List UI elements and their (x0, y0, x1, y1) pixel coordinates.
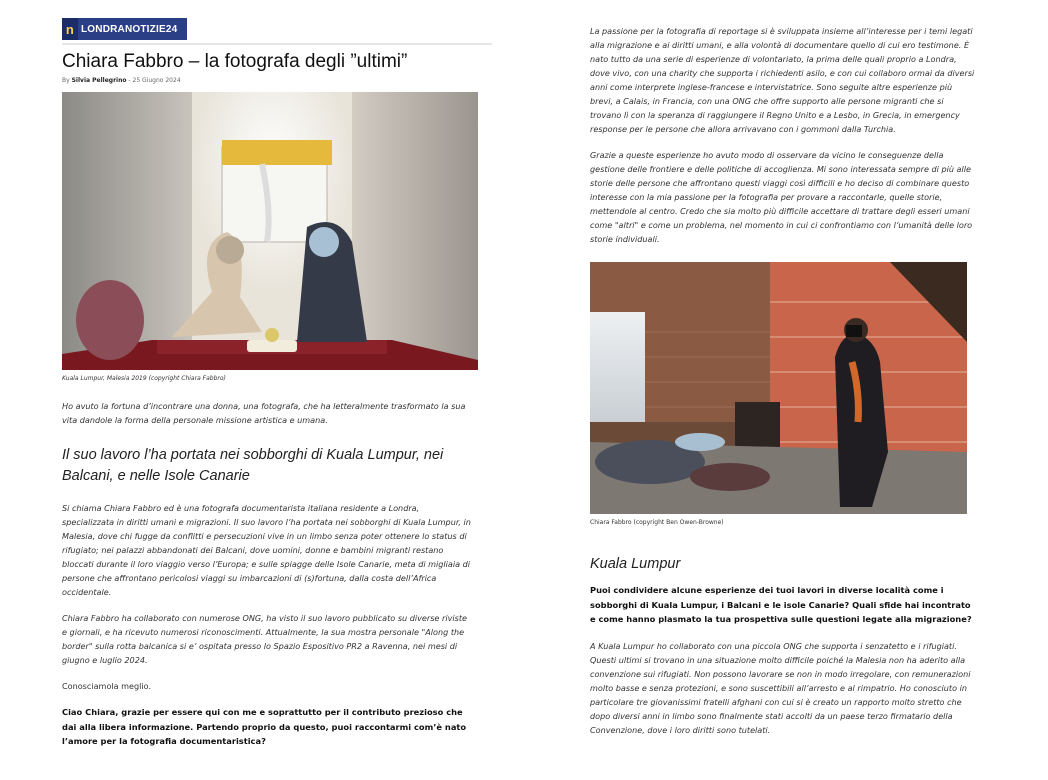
photo-caption: Kuala Lumpur, Malesia 2019 (copyright Chiara Fabbro) (62, 375, 226, 382)
left-column (62, 18, 482, 749)
section-heading: Kuala Lumpur (590, 556, 681, 572)
right-column (590, 24, 975, 737)
logo-text: LONDRANOTIZIE24 (81, 23, 178, 35)
byline-prefix: By (62, 77, 70, 84)
answer-paragraph: La passione per la fotografia di reportage si è sviluppata insieme all’interesse per i temi legati alla migrazione e ai diritti umani, e alla volontà di documentare quello di cui ero testimone. È nato tutto da una serie di esperienze di volontariato, la prima delle quali proprio a Londra, dove vivo, con una charity che supporta i richiedenti asilo, e con cui collaboro ormai da diversi anni come interprete inglese-francese e intervistatrice. Sono seguite altre esperienze più brevi, a Calais, in Francia, con una ONG che offre supporto alle persone migranti che si trovano lì con la speranza di raggiungere il Regno Unito e a Lesbo, in Grecia, in emergency response per le persone che allora arrivavano con i gommoni dalla Turchia. (590, 26, 975, 134)
section-subheading: Il suo lavoro l’ha portata nei sobborghi di Kuala Lumpur, nei Balcani, e nelle Isole Canarie (62, 447, 444, 484)
answer-paragraph: A Kuala Lumpur ho collaborato con una piccola ONG che supporta i senzatetto e i rifugiati. Questi ultimi si trovano in una situazione molto difficile poiché la Malesia non ha aderito alla convenzione sui rifugiati. Non possono lavorare se non in modo irregolare, con remunerazioni molto basse e senza protezioni, e sono suscettibili all’arresto e al rimpatrio. Ho conosciuto in particolare tre giovanissimi fratelli afghani con cui si è creato un rapporto molto stretto che dopo diversi anni in limbo sono finalmente stati accolti da un paese terzo firmatario della Convenzione, dove i loro diritti sono tutelati. (590, 640, 971, 735)
photo-illustration (590, 262, 967, 514)
header-divider (62, 43, 492, 45)
intro-paragraph: Ho avuto la fortuna d’incontrare una donna, una fotografa, che ha letteralmente trasformato la sua vita dandole la forma della personale missione artistica e umana. (62, 401, 466, 425)
interview-question: Puoi condividere alcune esperienze dei tuoi lavori in diverse località come i sobborghi di Kuala Lumpur, i Balcani e le isole Canarie? Quali sfide hai incontrato e come hanno plasmato la tua prospettiva sulle questioni legate alla migrazione? (590, 585, 972, 624)
site-logo[interactable] (62, 18, 187, 40)
byline (62, 77, 482, 84)
photo-caption: Chiara Fabbro (copyright Ben Owen-Browne) (590, 519, 724, 526)
body-paragraph: Conosciamola meglio. (62, 681, 152, 691)
article-title: Chiara Fabbro – la fotografa degli ”ultimi” (62, 51, 408, 72)
publish-date: 25 Giugno 2024 (132, 77, 181, 84)
body-paragraph: Si chiama Chiara Fabbro ed è una fotografa documentarista italiana residente a Londra, specializzata in diritti umani e migrazioni. Il suo lavoro l’ha portata nei sobborghi di Kuala Lumpur, in Malesia, dove chi fugge da conflitti e persecuzioni vive in un limbo senza poter ottenere lo status di rifugiato; nei palazzi abbandonati dei Balcani, dove uomini, donne e bambini migranti restano bloccati durante il loro viaggio verso l’Europa; e sulle spiagge delle Isole Canarie, meta di migliaia di persone che affrontano pericolosi viaggi su imbarcazioni di (s)fortuna, dalla costa dell’Africa occidentale. (62, 503, 471, 597)
interview-question: Ciao Chiara, grazie per essere qui con me e soprattutto per il contributo prezioso che dai alla libera informazione. Partendo proprio da questo, puoi raccontarmi com’è nato l’amore per la fotografia documentaristica? (62, 707, 467, 746)
article-photo-portrait (590, 262, 967, 514)
answer-paragraph: Grazie a queste esperienze ho avuto modo di osservare da vicino le conseguenze della gestione delle frontiere e delle politiche di accoglienza. Mi sono interessata sempre di più alle storie delle persone che affrontano questi viaggi così difficili e ho deciso di combinare questo interesse con la mia passione per la fotografia per provare a raccontarle, quelle storie, mettendole al centro. Credo che sia molto più difficile accettare di trattare degli esseri umani come "altri" e come un problema, nel momento in cui ci confrontiamo con l’umanità delle loro storie individuali. (590, 150, 973, 244)
logo-mark: n (62, 18, 78, 40)
byline-separator: - (128, 77, 131, 84)
author-link[interactable]: Silvia Pellegrino (71, 77, 127, 84)
photo-illustration (62, 92, 478, 370)
body-paragraph: Chiara Fabbro ha collaborato con numerose ONG, ha visto il suo lavoro pubblicato su diverse riviste e giornali, e ha ricevuto numerosi riconoscimenti. Attualmente, la sua mostra personale "Along the border" sulla rotta balcanica si e’ ospitata presso lo Spazio Espositivo PR2 a Ravenna, nei mesi di giugno e luglio 2024. (62, 613, 467, 665)
article-photo-kuala-lumpur (62, 92, 478, 370)
